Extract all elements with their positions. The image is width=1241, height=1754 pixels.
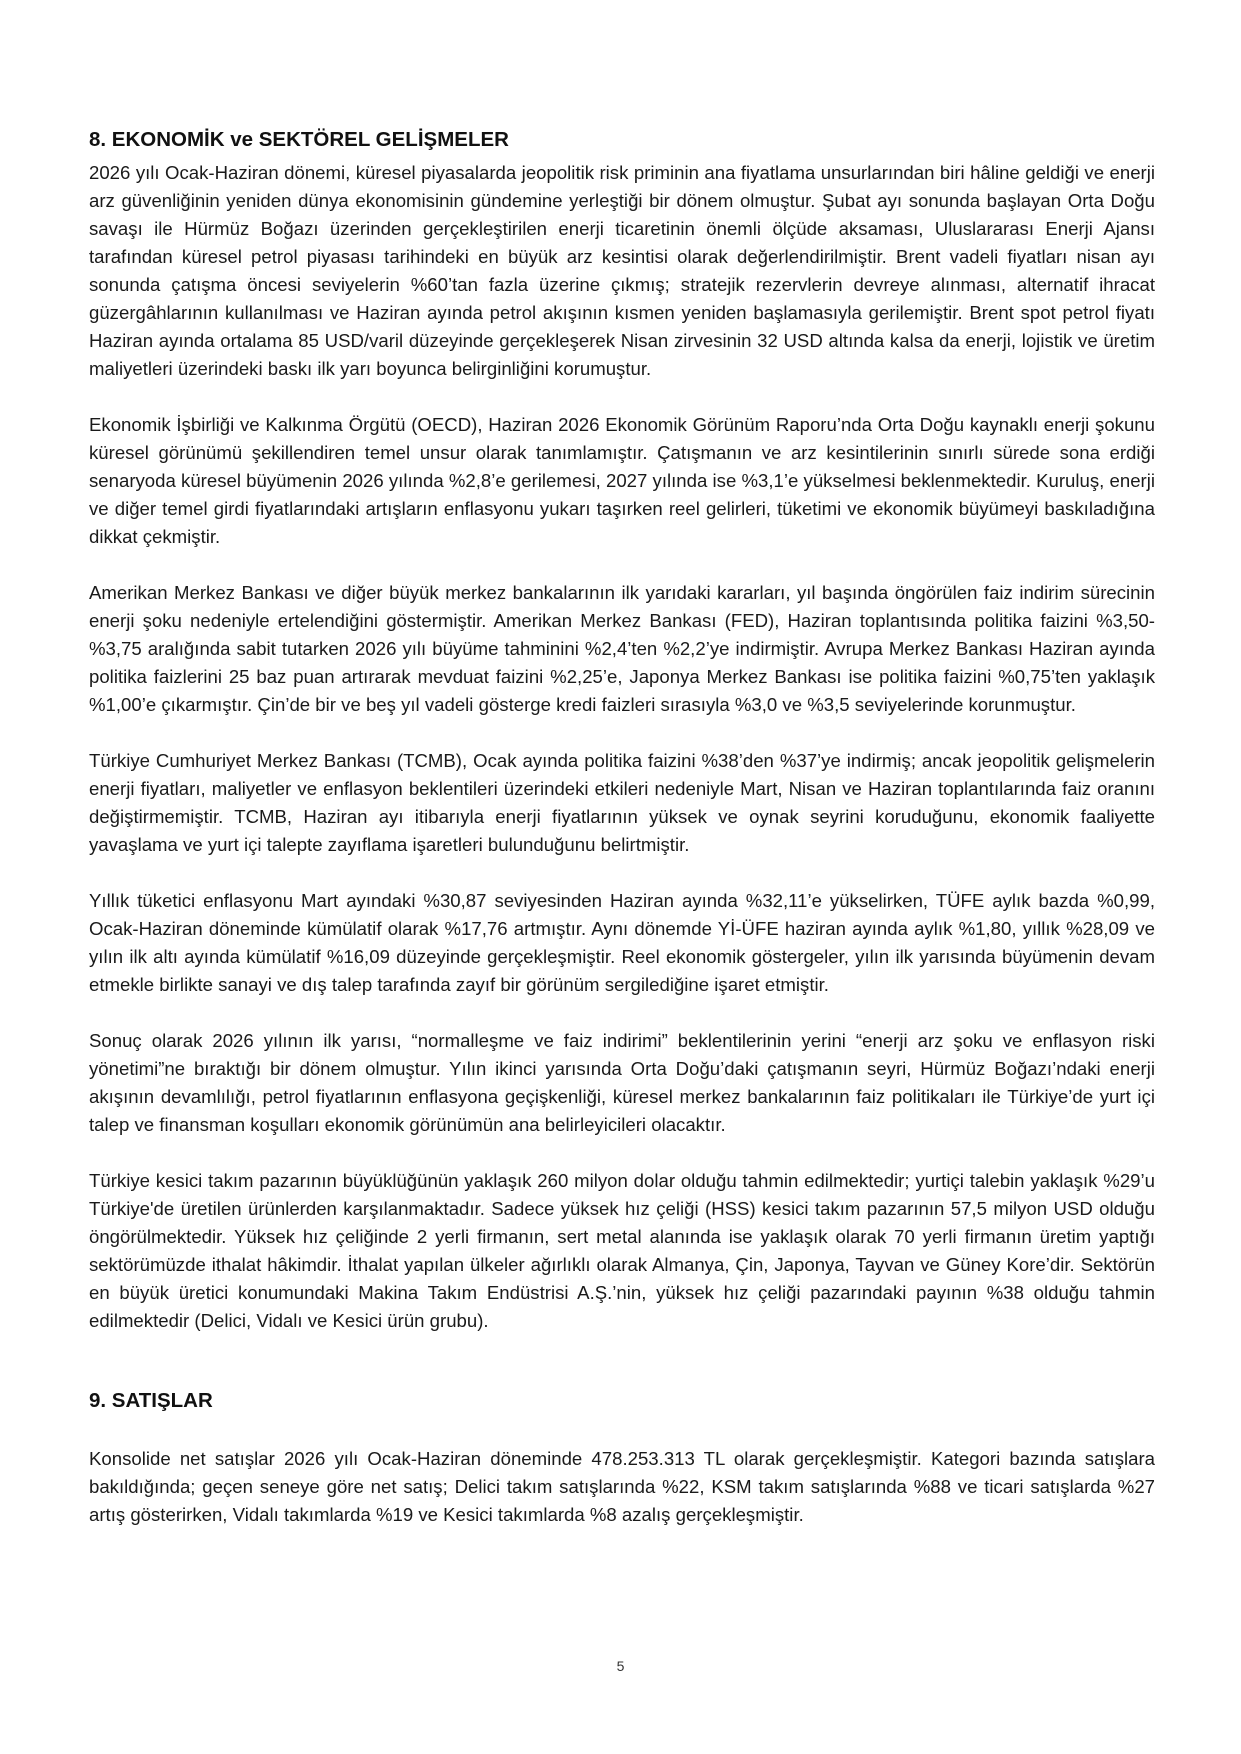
paragraph-energy-markets: 2026 yılı Ocak-Haziran dönemi, küresel piyasalarda jeopolitik risk priminin ana fiyatlama unsurlarından biri hâline geldiği ve enerji arz güvenliğinin yeniden dünya ekonomisinin gündemine yerleştiği bir dönem olmuştur. Şubat ayı sonunda başlayan Orta Doğu savaşı ile Hürmüz Boğazı üzerinden gerçekleştirilen enerji ticaretinin önemli ölçüde aksaması, Uluslararası Enerji Ajansı tarafından küresel petrol piyasası tarihindeki en büyük arz kesintisi olarak değerlendirilmiştir. Brent vadeli fiyatları nisan ayı sonunda çatışma öncesi seviyelerin %60’tan fazla üzerine çıkmış; stratejik rezervlerin devreye alınması, alternatif ihracat güzergâhlarının kullanılması ve Haziran ayında petrol akışının kısmen yeniden başlamasıyla gerilemiştir. Brent spot petrol fiyatı Haziran ayında ortalama 85 USD/varil düzeyinde gerçekleşerek Nisan zirvesinin 32 USD altında kalsa da enerji, lojistik ve üretim maliyetleri üzerindeki baskı ilk yarı boyunca belirginliğini korumuştur. [89, 162, 1155, 379]
paragraph-sales: Konsolide net satışlar 2026 yılı Ocak-Haziran döneminde 478.253.313 TL olarak gerçekleşmiştir. Kategori bazında satışlara bakıldığında; geçen seneye göre net satış; Delici takım satışlarında %22, KSM takım satışlarında %88 ve ticari satışlarda %27 artış gösterirken, Vidalı takımlarda %19 ve Kesici takımlarda %8 azalış gerçekleşmiştir. [89, 1448, 1155, 1525]
paragraph-central-banks: Amerikan Merkez Bankası ve diğer büyük merkez bankalarının ilk yarıdaki kararları, yıl başında öngörülen faiz indirim sürecinin enerji şoku nedeniyle ertelendiğini göstermiştir. Amerikan Merkez Bankası (FED), Haziran toplantısında politika faizini %3,50-%3,75 aralığında sabit tutarken 2026 yılı büyüme tahminini %2,4’ten %2,2’ye indirmiştir. Avrupa Merkez Bankası Haziran ayında politika faizlerini 25 baz puan artırarak mevduat faizini %2,25’e, Japonya Merkez Bankası ise politika faizini %0,75’ten yaklaşık %1,00’e çıkarmıştır. Çin’de bir ve beş yıl vadeli gösterge kredi faizleri sırasıyla %3,0 ve %3,5 seviyelerinde korunmuştur. [89, 582, 1155, 715]
section-9-heading: 9. SATIŞLAR [89, 1389, 213, 1412]
paragraph-inflation: Yıllık tüketici enflasyonu Mart ayındaki %30,87 seviyesinden Haziran ayında %32,11’e yükselirken, TÜFE aylık bazda %0,99, Ocak-Haziran döneminde kümülatif olarak %17,76 artmıştır. Aynı dönemde Yİ-ÜFE haziran ayında aylık %1,80, yıllık %28,09 ve yılın ilk altı ayında kümülatif %16,09 düzeyinde gerçekleşmiştir. Reel ekonomik göstergeler, yılın ilk yarısında büyümenin devam etmekle birlikte sanayi ve dış talep tarafında zayıf bir görünüm sergilediğine işaret etmiştir. [89, 890, 1155, 995]
paragraph-cutting-tools-market: Türkiye kesici takım pazarının büyüklüğünün yaklaşık 260 milyon dolar olduğu tahmin edilmektedir; yurtiçi talebin yaklaşık %29’u Türkiye'de üretilen ürünlerden karşılanmaktadır. Sadece yüksek hız çeliği (HSS) kesici takım pazarının 57,5 milyon USD olduğu öngörülmektedir. Yüksek hız çeliğinde 2 yerli firmanın, sert metal alanında ise yaklaşık olarak 70 yerli firmanın üretim yaptığı sektörümüzde ithalat hâkimdir. İthalat yapılan ülkeler ağırlıklı olarak Almanya, Çin, Japonya, Tayvan ve Güney Kore’dir. Sektörün en büyük üretici konumundaki Makina Takım Endüstrisi A.Ş.’nin, yüksek hız çeliği pazarındaki payının %38 olduğu tahmin edilmektedir (Delici, Vidalı ve Kesici ürün grubu). [89, 1170, 1155, 1331]
paragraph-tcmb: Türkiye Cumhuriyet Merkez Bankası (TCMB), Ocak ayında politika faizini %38’den %37’ye indirmiş; ancak jeopolitik gelişmelerin enerji fiyatları, maliyetler ve enflasyon beklentileri üzerindeki etkileri nedeniyle Mart, Nisan ve Haziran toplantılarında faiz oranını değiştirmemiştir. TCMB, Haziran ayı itibarıyla enerji fiyatlarının yüksek ve oynak seyrini koruduğunu, ekonomik faaliyette yavaşlama ve yurt içi talepte zayıflama işaretleri bulunduğunu belirtmiştir. [89, 750, 1155, 855]
document-page [89, 126, 1155, 1529]
section-8-heading: 8. EKONOMİK ve SEKTÖREL GELİŞMELER [89, 128, 509, 151]
paragraph-oecd-outlook: Ekonomik İşbirliği ve Kalkınma Örgütü (OECD), Haziran 2026 Ekonomik Görünüm Raporu’nda Orta Doğu kaynaklı enerji şokunu küresel görünümü şekillendiren temel unsur olarak tanımlamıştır. Çatışmanın ve arz kesintilerinin sınırlı sürede sona erdiği senaryoda küresel büyümenin 2026 yılında %2,8’e gerilemesi, 2027 yılında ise %3,1’e yükselmesi beklenmektedir. Kuruluş, enerji ve diğer temel girdi fiyatlarındaki artışların enflasyonu yukarı taşırken reel gelirleri, tüketimi ve ekonomik büyümeyi baskıladığına dikkat çekmiştir. [89, 414, 1155, 547]
page-number: 5 [616, 1658, 625, 1674]
paragraph-conclusion: Sonuç olarak 2026 yılının ilk yarısı, “normalleşme ve faiz indirimi” beklentilerinin yerini “enerji arz şoku ve enflasyon riski yönetimi”ne bıraktığı bir dönem olmuştur. Yılın ikinci yarısında Orta Doğu’daki çatışmanın seyri, Hürmüz Boğazı’ndaki enerji akışının devamlılığı, petrol fiyatlarının enflasyona geçişkenliği, küresel merkez bankalarının faiz politikaları ile Türkiye’de yurt içi talep ve finansman koşulları ekonomik görünümün ana belirleyicileri olacaktır. [89, 1030, 1155, 1135]
